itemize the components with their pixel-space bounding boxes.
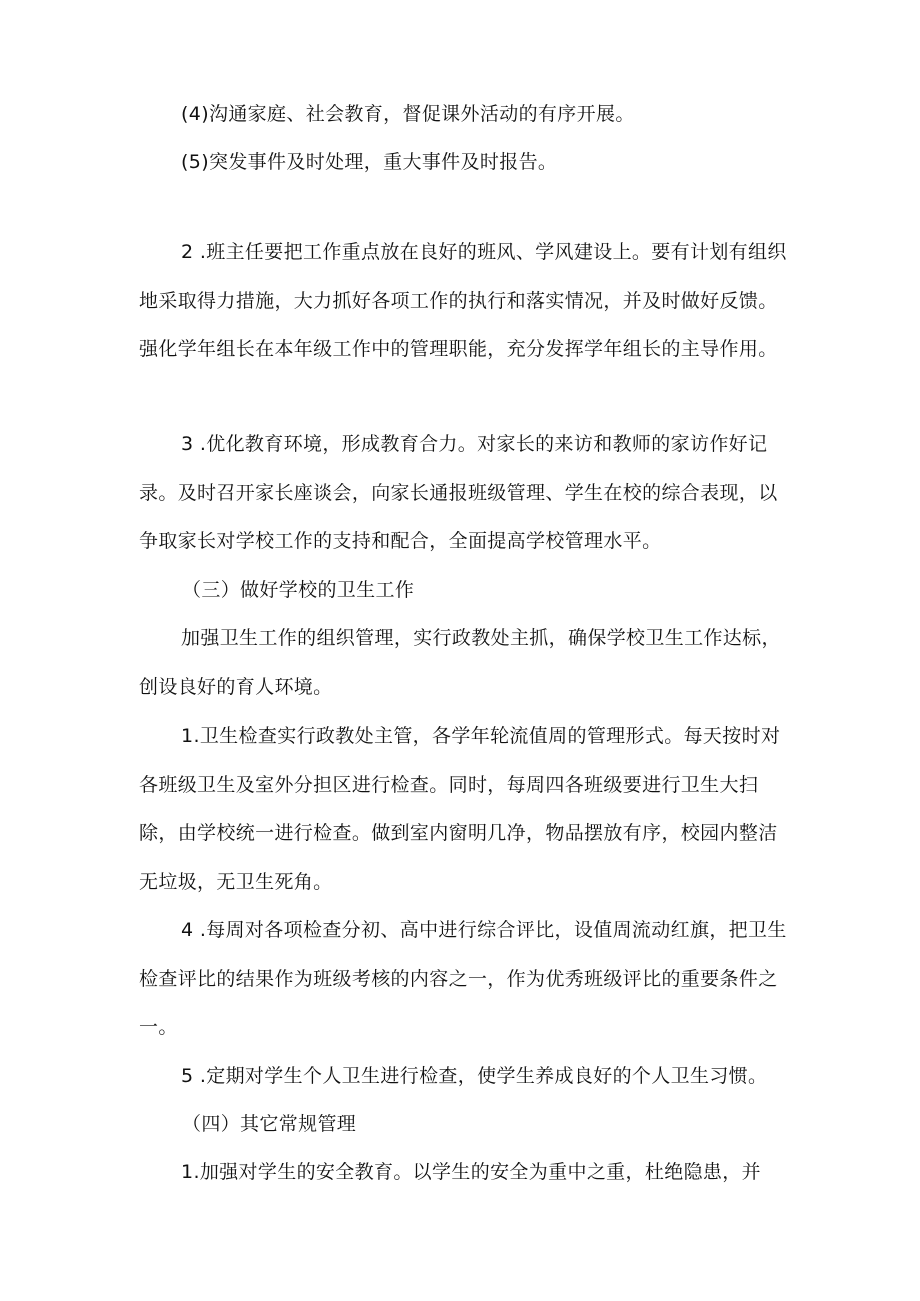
paragraph-other-1 [139,1148,789,1197]
paragraph-text: (4)沟通家庭、社会教育，督促课外活动的有序开展。 [181,103,635,125]
paragraph-text: 1.卫生检查实行政教处主管，各学年轮流值周的管理形式。每天按时对各班级卫生及室外分担区进行检查。同时，每周四各班级要进行卫生大扫除，由学校统一进行检查。做到室内窗明几净，物品摆放有序，校园内整洁无垃圾，无卫生死角。 [139,725,781,893]
section-heading-hygiene: （三）做好学校的卫生工作 [182,579,415,601]
paragraph-hygiene-1 [139,712,789,906]
paragraph-text: 加强卫生工作的组织管理，实行政教处主抓，确保学校卫生工作达标，创设良好的育人环境。 [139,627,781,698]
paragraph-text: 1.加强对学生的安全教育。以学生的安全为重中之重，杜绝隐患，并 [181,1161,761,1183]
paragraph-text: 5 .定期对学生个人卫生进行检查，使学生养成良好的个人卫生习惯。 [181,1065,768,1087]
paragraph-item-5 [139,138,789,187]
paragraph-text: (5)突发事件及时处理，重大事件及时报告。 [181,151,558,173]
paragraph-text: 4 .每周对各项检查分初、高中进行综合评比，设值周流动红旗，把卫生检查评比的结果作为班级考核的内容之一，作为优秀班级评比的重要条件之一。 [139,919,787,1038]
paragraph-hygiene-4 [139,906,789,1052]
paragraph-hygiene-intro [139,614,789,711]
paragraph-item-4 [139,90,789,139]
paragraph-point-2 [139,228,789,374]
paragraph-point-3 [139,420,789,566]
paragraph-text: 2 .班主任要把工作重点放在良好的班风、学风建设上。要有计划有组织地采取得力措施，大力抓好各项工作的执行和落实情况，并及时做好反馈。强化学年组长在本年级工作中的管理职能，充分发挥学年组长的主导作用。 [139,241,787,360]
paragraph-hygiene-5 [139,1052,789,1101]
section-heading-other: （四）其它常规管理 [182,1113,357,1135]
paragraph-text: 3 .优化教育环境，形成教育合力。对家长的来访和教师的家访作好记录。及时召开家长座谈会，向家长通报班级管理、学生在校的综合表现，以争取家长对学校工作的支持和配合，全面提高学校管理水平。 [139,433,778,552]
